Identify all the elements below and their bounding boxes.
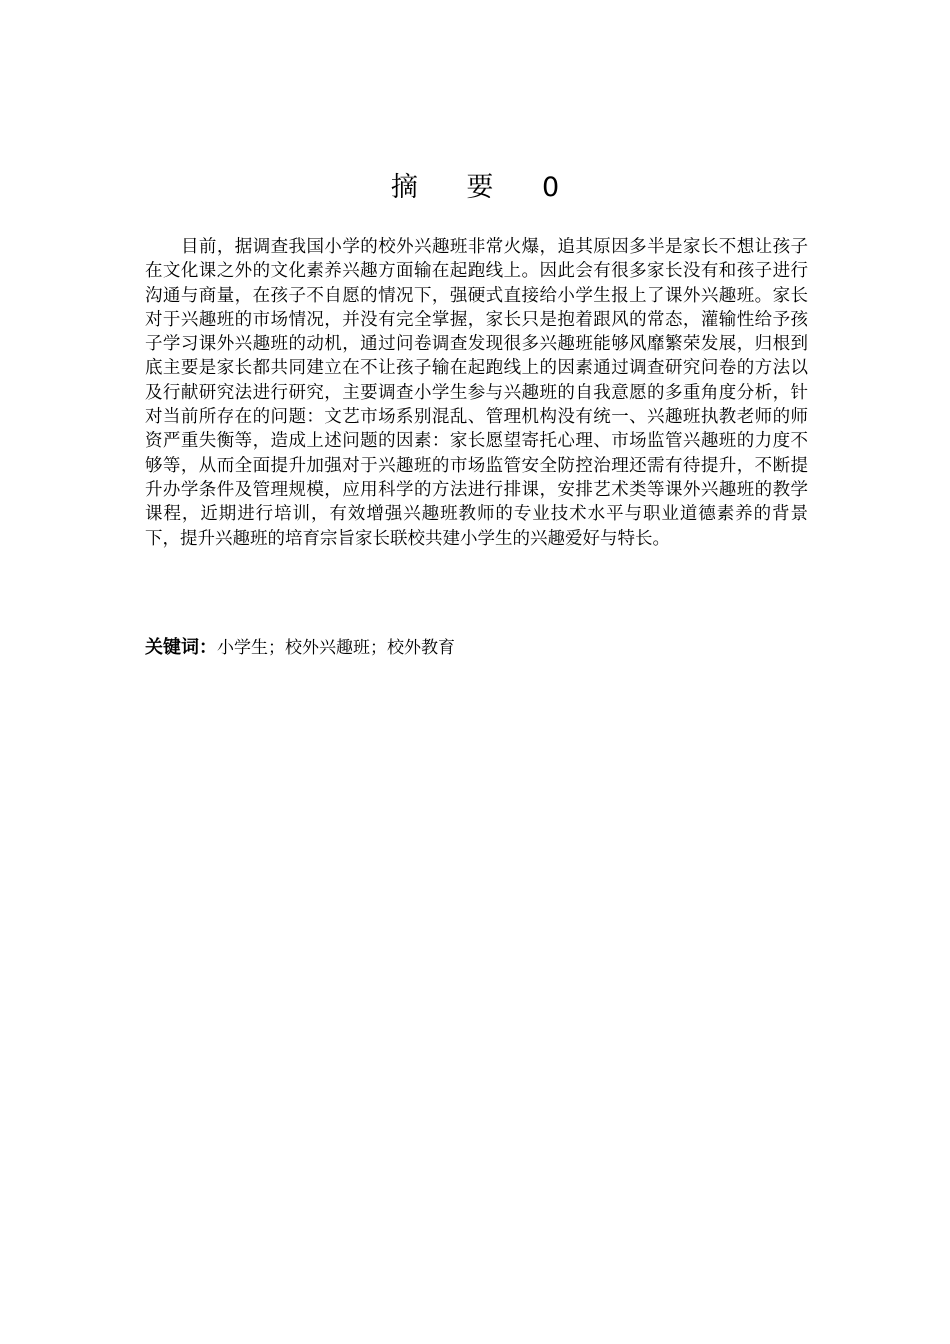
keywords-line (145, 636, 808, 660)
keywords-label: 关键词： (145, 637, 217, 658)
keywords-text: 小学生；校外兴趣班；校外教育 (217, 638, 455, 658)
abstract-body: 目前，据调查我国小学的校外兴趣班非常火爆，追其原因多半是家长不想让孩子在文化课之外的文化素养兴趣方面输在起跑线上。因此会有很多家长没有和孩子进行沟通与商量，在孩子不自愿的情况下，强硬式直接给小学生报上了课外兴趣班。家长对于兴趣班的市场情况，并没有完全掌握，家长只是抱着跟风的常态，灌输性给予孩子学习课外兴趣班的动机，通过问卷调查发现很多兴趣班能够风靡繁荣发展，归根到底主要是家长都共同建立在不让孩子输在起跑线上的因素通过调查研究问卷的方法以及行献研究法进行研究，主要调查小学生参与兴趣班的自我意愿的多重角度分析，针对当前所存在的问题：文艺市场系别混乱、管理机构没有统一、兴趣班执教老师的师资严重失衡等，造成上述问题的因素：家长愿望寄托心理、市场监管兴趣班的力度不够等，从而全面提升加强对于兴趣班的市场监管安全防控治理还需有待提升，不断提升办学条件及管理规模，应用科学的方法进行排课，安排艺术类等课外兴趣班的教学课程，近期进行培训，有效增强兴趣班教师的专业技术水平与职业道德素养的背景下，提升兴趣班的培育宗旨家长联校共建小学生的兴趣爱好与特长。 (145, 237, 808, 549)
abstract-title: 摘 要 0 (390, 172, 580, 203)
